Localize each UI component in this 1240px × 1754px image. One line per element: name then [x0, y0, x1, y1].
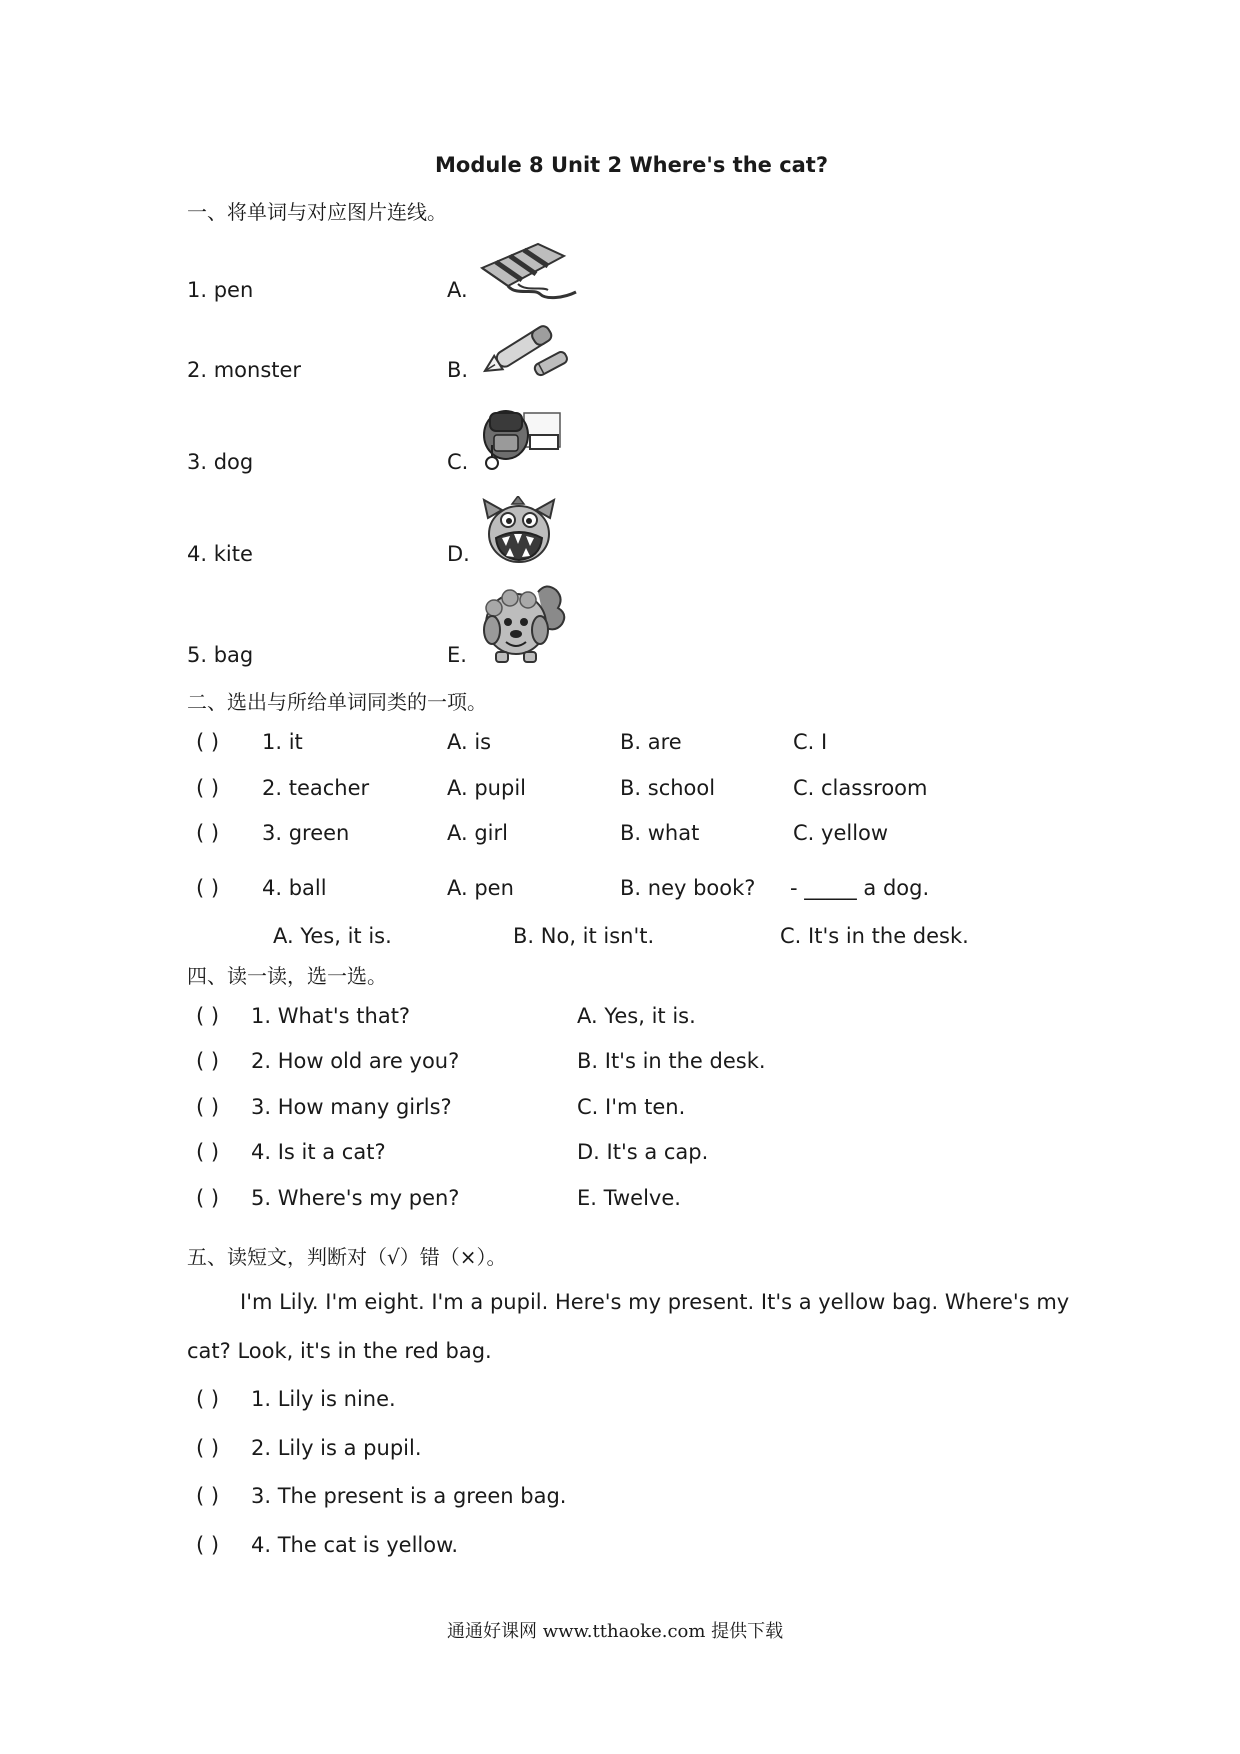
word-item: 4. kite [187, 542, 253, 566]
answer-bracket[interactable]: ( ) [196, 1533, 220, 1557]
question: 2. How old are you? [251, 1049, 460, 1073]
answer-bracket[interactable]: ( ) [196, 876, 220, 900]
option-c: C. classroom [793, 776, 928, 800]
monster-icon [482, 496, 556, 566]
section-1-heading: 一、将单词与对应图片连线。 [187, 200, 447, 224]
answer-option: A. Yes, it is. [577, 1004, 696, 1028]
extra-option: C. It's in the desk. [780, 924, 969, 948]
question: 5. Where's my pen? [251, 1186, 460, 1210]
option-b: B. ney book? [620, 876, 756, 900]
answer-option: D. It's a cap. [577, 1140, 709, 1164]
question: 3. How many girls? [251, 1095, 452, 1119]
option-c: - _____ a dog. [790, 876, 930, 900]
section-2-heading: 二、选出与所给单词同类的一项。 [187, 690, 487, 714]
pen-icon [478, 318, 574, 380]
answer-bracket[interactable]: ( ) [196, 730, 220, 754]
question: 1. What's that? [251, 1004, 411, 1028]
extra-option: B. No, it isn't. [513, 924, 655, 948]
statement: 3. The present is a green bag. [251, 1484, 567, 1508]
picture-label: B. [447, 358, 469, 382]
bag-icon [480, 405, 564, 473]
answer-bracket[interactable]: ( ) [196, 1140, 220, 1164]
extra-option: A. Yes, it is. [273, 924, 392, 948]
passage-line: cat? Look, it's in the red bag. [187, 1339, 492, 1363]
passage-line: I'm Lily. I'm eight. I'm a pupil. Here's my present. It's a yellow bag. Where's my [240, 1290, 1070, 1314]
option-c: C. yellow [793, 821, 889, 845]
answer-bracket[interactable]: ( ) [196, 1436, 220, 1460]
word-item: 2. monster [187, 358, 302, 382]
question-word: 4. ball [262, 876, 327, 900]
option-b: B. what [620, 821, 700, 845]
answer-bracket[interactable]: ( ) [196, 1186, 220, 1210]
answer-option: E. Twelve. [577, 1186, 681, 1210]
picture-label: E. [447, 643, 467, 667]
answer-bracket[interactable]: ( ) [196, 1387, 220, 1411]
option-a: A. girl [447, 821, 508, 845]
option-a: A. pupil [447, 776, 526, 800]
section-4-heading: 四、读一读，选一选。 [187, 964, 387, 988]
option-a: A. pen [447, 876, 514, 900]
statement: 2. Lily is a pupil. [251, 1436, 422, 1460]
picture-label: D. [447, 542, 470, 566]
word-item: 1. pen [187, 278, 254, 302]
option-b: B. school [620, 776, 716, 800]
page-title: Module 8 Unit 2 Where's the cat? [435, 153, 829, 177]
option-a: A. is [447, 730, 492, 754]
answer-bracket[interactable]: ( ) [196, 1484, 220, 1508]
answer-bracket[interactable]: ( ) [196, 821, 220, 845]
answer-option: B. It's in the desk. [577, 1049, 766, 1073]
dog-icon [480, 582, 568, 664]
section-5-heading: 五、读短文，判断对（√）错（×）。 [187, 1245, 507, 1269]
question-word: 3. green [262, 821, 350, 845]
answer-bracket[interactable]: ( ) [196, 1049, 220, 1073]
answer-bracket[interactable]: ( ) [196, 776, 220, 800]
statement: 1. Lily is nine. [251, 1387, 396, 1411]
picture-label: A. [447, 278, 468, 302]
word-item: 3. dog [187, 450, 254, 474]
statement: 4. The cat is yellow. [251, 1533, 459, 1557]
answer-option: C. I'm ten. [577, 1095, 686, 1119]
kite-icon [478, 242, 580, 300]
option-b: B. are [620, 730, 682, 754]
question-word: 1. it [262, 730, 303, 754]
picture-label: C. [447, 450, 469, 474]
word-item: 5. bag [187, 643, 254, 667]
question-word: 2. teacher [262, 776, 370, 800]
answer-bracket[interactable]: ( ) [196, 1095, 220, 1119]
answer-bracket[interactable]: ( ) [196, 1004, 220, 1028]
option-c: C. I [793, 730, 828, 754]
question: 4. Is it a cat? [251, 1140, 386, 1164]
page-footer: 通通好课网 www.tthaoke.com 提供下载 [447, 1621, 784, 1642]
